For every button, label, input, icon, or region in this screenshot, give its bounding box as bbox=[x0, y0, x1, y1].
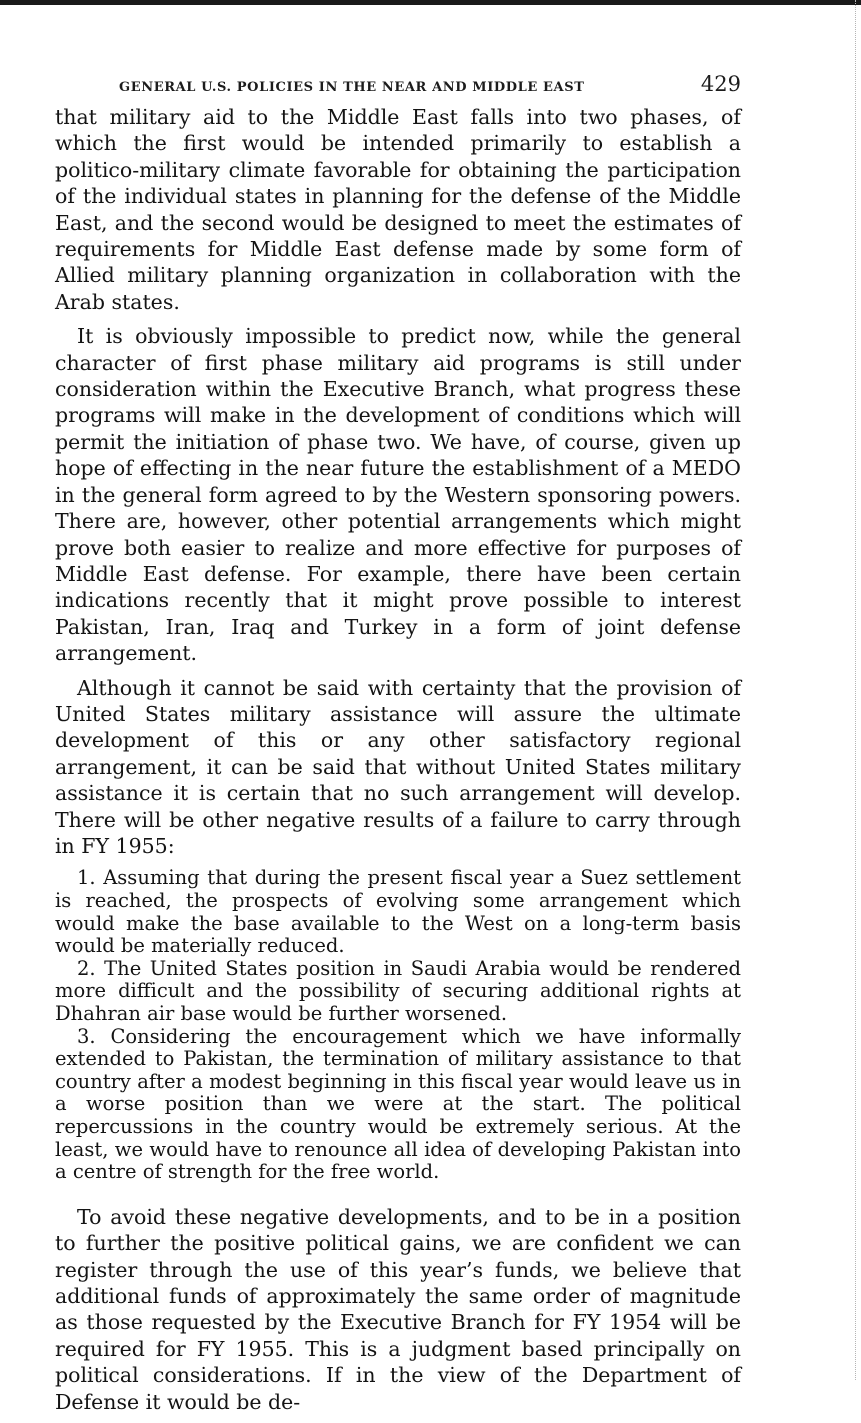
running-head bbox=[55, 72, 741, 96]
numbered-list bbox=[55, 867, 741, 1183]
page-edge bbox=[855, 0, 861, 1380]
paragraph-funding: To avoid these negative developments, and to be in a position to further the positive political gains, we are confident we can register through the use of this year’s funds, we believe that additional funds of approximately the same order of magnitude as those requested by the Executive Branch for FY 1954 will be required for FY 1955. This is a judgment based principally on political considerations. If in the view of the Department of Defense it would be de- bbox=[55, 1204, 741, 1414]
paragraph-phase-two: It is obviously impossible to predict now, while the general character of first phase military aid programs is still under consideration within the Executive Branch, what progress these programs will make in the development of conditions which will permit the initiation of phase two. We have, of course, given up hope of effecting in the near future the establishment of a MEDO in the general form agreed to by the Western sponsoring powers. There are, however, other potential arrangements which might prove both easier to realize and more effective for purposes of Middle East defense. For example, there have been certain indications recently that it might prove possible to interest Pakistan, Iran, Iraq and Turkey in a form of joint defense arrangement. bbox=[55, 324, 741, 666]
list-item-suez: 1. Assuming that during the present fiscal year a Suez settlement is reached, the prospects of evolving some arrangement which would make the base available to the West on a long-term basis would be materially reduced. bbox=[55, 866, 741, 958]
running-title: GENERAL U.S. POLICIES IN THE NEAR AND MIDDLE EAST bbox=[119, 80, 585, 95]
page-number: 429 bbox=[700, 72, 741, 96]
top-border-rule bbox=[0, 0, 861, 5]
document-page bbox=[55, 72, 741, 1423]
list-item-pakistan: 3. Considering the encouragement which we have informally extended to Pakistan, the termination of military assistance to that country after a modest beginning in this fiscal year would leave us in a worse position than we were at the start. The political repercussions in the country would be extremely serious. At the least, we would have to renounce all idea of developing Pakistan into a centre of strength for the free world. bbox=[55, 1024, 741, 1184]
paragraph-continuation: that military aid to the Middle East falls into two phases, of which the first would be intended primarily to establish a politico-military climate favorable for obtaining the participation of the individual states in planning for the defense of the Middle East, and the second would be designed to meet the estimates of requirements for Middle East defense made by some form of Allied military planning organization in collaboration with the Arab states. bbox=[55, 105, 741, 314]
list-item-saudi-arabia: 2. The United States position in Saudi Arabia would be rendered more difficult and the possibility of securing additional rights at Dhahran air base would be further worsened. bbox=[55, 956, 741, 1025]
paragraph-negative-results: Although it cannot be said with certainty that the provision of United States military assistance will assure the ultimate development of this or any other satisfactory regional arrangement, it can be said that without United States military assistance it is certain that no such arrangement will develop. There will be other negative results of a failure to carry through in FY 1955: bbox=[55, 675, 741, 858]
